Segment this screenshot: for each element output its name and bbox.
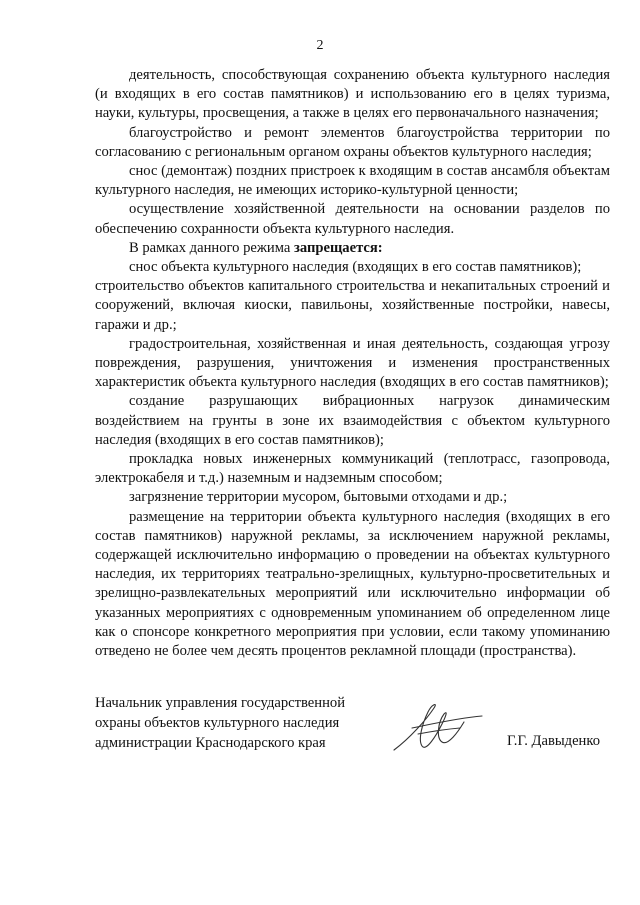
paragraph: строительство объектов капитального строительства и некапитальных строений и сооружений, включая киоски, павильоны, хозяйственные постройки, навесы, гаражи и др.;: [95, 278, 610, 333]
paragraph: размещение на территории объекта культурного наследия (входящих в его состав памятников) наружной рекламы, за исключением наружной рекламы, содержащей исключительно информацию о проведении на объектах культурного наследия, их территориях театрально-зрелищных, культурно-просветительных и зрелищно-развлекательных мероприятий или исключительно информации об указанных мероприятиях с одновременным упоминанием об определенном лице как о спонсоре конкретного мероприятия при условии, если такому упоминанию отведено не более чем десять процентов рекламной площади (пространства).: [95, 508, 610, 660]
paragraph: осуществление хозяйственной деятельности на основании разделов по обеспечению сохранности объекта культурного наследия.: [95, 201, 610, 237]
paragraph: снос объекта культурного наследия (входящих в его состав памятников);: [129, 259, 582, 276]
handwritten-signature: [388, 698, 484, 758]
signer-name: Г.Г. Давыденко: [507, 733, 601, 749]
paragraph: градостроительная, хозяйственная и иная деятельность, создающая угрозу повреждения, разрушения, уничтожения и изменения пространственных характеристик объекта культурного наследия (входящих в его состав памятников);: [95, 335, 610, 391]
paragraph: деятельность, способствующая сохранению объекта культурного наследия (и входящих в его состав памятников) и использованию его в целях туризма, науки, культуры, просвещения, а также в целях его первоначального назначения;: [95, 67, 610, 122]
paragraph: снос (демонтаж) поздних пристроек к входящим в состав ансамбля объектам культурного наследия, не имеющих историко-культурной ценности;: [95, 163, 610, 199]
paragraph: создание разрушающих вибрационных нагрузок динамическим воздействием на грунты в зоне их взаимодействия с объектом культурного наследия (входящих в его состав памятников);: [95, 393, 610, 448]
page-number: 2: [316, 38, 324, 53]
signatory-title-line: Начальник управления государственной: [95, 695, 346, 711]
prohibited-heading-paragraph: [95, 239, 610, 258]
paragraph: загрязнение территории мусором, бытовыми отходами и др.;: [129, 489, 508, 506]
prohibited-keyword: запрещается:: [294, 239, 383, 256]
paragraph-lead-text: В рамках данного режима: [129, 239, 294, 256]
signatory-title-line: охраны объектов культурного наследия: [95, 715, 340, 731]
signatory-title-line: администрации Краснодарского края: [95, 735, 326, 751]
signatory-title: [95, 693, 365, 753]
paragraph: прокладка новых инженерных коммуникаций (теплотрасс, газопровода, электрокабеля и т.д.) наземным и надземным способом;: [95, 451, 610, 487]
body-text: [95, 66, 610, 661]
paragraph: благоустройство и ремонт элементов благоустройства территории по согласованию с региональным органом охраны объектов культурного наследия;: [95, 124, 610, 160]
